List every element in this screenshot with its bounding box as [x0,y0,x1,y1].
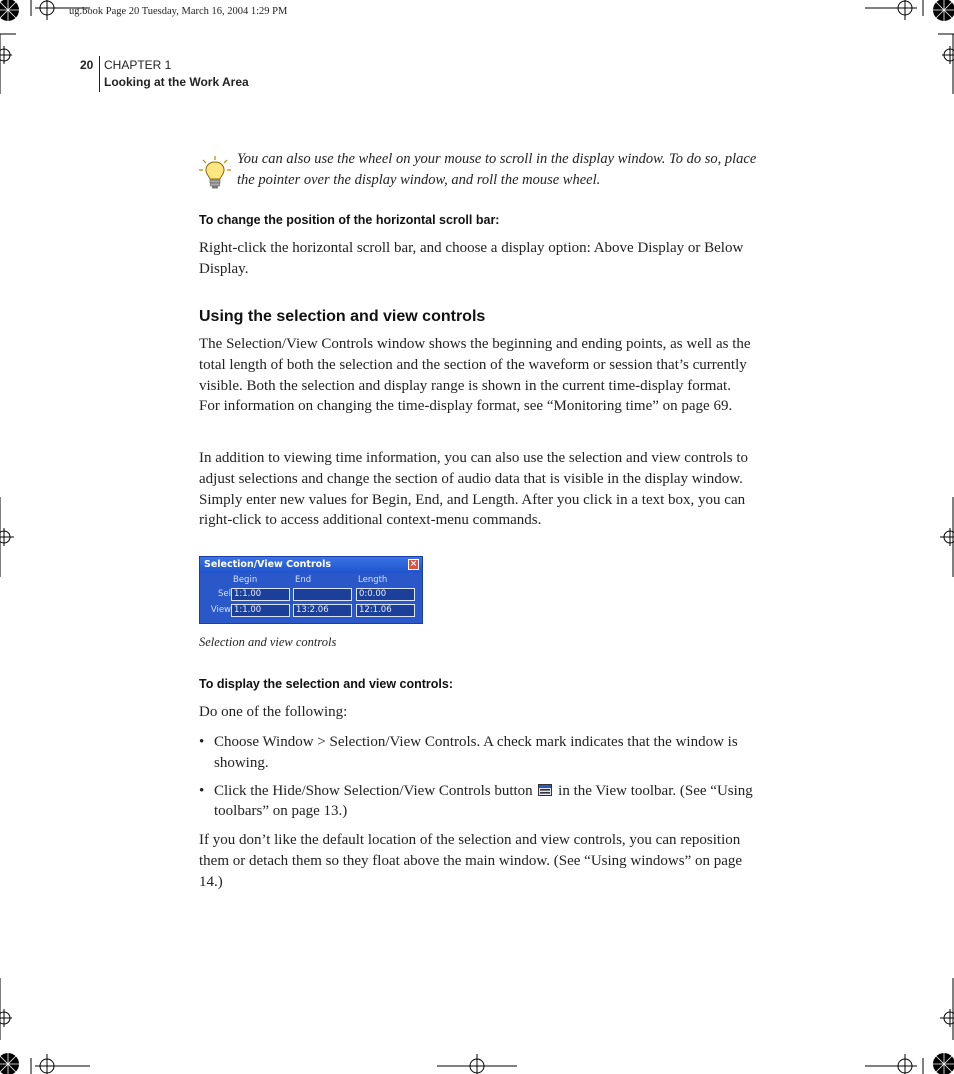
view-length-field[interactable]: 12:1.06 [356,604,415,617]
hide-show-selection-view-controls-icon [538,784,552,796]
list-item: • Choose Window > Selection/View Controls. A check mark indicates that the window is showing. [199,732,755,774]
scroll-bar-heading: To change the position of the horizontal scroll bar: [199,213,500,227]
column-header-length: Length [358,575,388,585]
row-label-sel: Sel [218,589,231,599]
view-end-field[interactable]: 13:2.06 [293,604,352,617]
page-number: 20 [80,58,94,72]
options-list [199,732,755,822]
display-heading: To display the selection and view controls: [199,677,453,691]
column-header-end: End [295,575,312,585]
print-slug: ug.book Page 20 Tuesday, March 16, 2004 1:29 PM [69,6,288,17]
display-intro: Do one of the following: [199,704,348,720]
row-label-view: View [210,605,231,615]
figure-caption: Selection and view controls [199,635,337,649]
section-heading: Using the selection and view controls [199,308,486,325]
column-header-begin: Begin [233,575,258,585]
section-paragraph-1: The Selection/View Controls window shows the beginning and ending points, as well as the total length of both the selection and the section of the waveform or session that’s currently visible. Both the selection and display range is shown in the current time-display format. For information on changing the time-display format, see “Monitoring time” on page 69. [199,336,751,415]
list-item: • Click the Hide/Show Selection/View Controls button in the View toolbar. (See “Using toolbars” on page 13.) [199,781,755,823]
window-title: Selection/View Controls [200,557,422,573]
view-begin-field[interactable]: 1:1.00 [231,604,290,617]
selection-view-controls-window [199,556,423,624]
closing-paragraph: If you don’t like the default location of the selection and view controls, you can reposition them or detach them so they float above the main window. (See “Using windows” on page 14.) [199,832,743,890]
sel-length-field[interactable]: 0:0.00 [356,588,415,601]
sel-begin-field[interactable]: 1:1.00 [231,588,290,601]
header-divider [99,56,100,92]
close-icon[interactable]: × [409,559,418,569]
sel-end-field[interactable] [293,588,352,601]
tip-text: You can also use the wheel on your mouse to scroll in the display window. To do so, place the pointer over the display window, and roll the mouse wheel. [237,151,757,188]
section-label: Looking at the Work Area [104,75,249,89]
lightbulb-icon [199,156,231,192]
scroll-bar-body: Right-click the horizontal scroll bar, and choose a display option: Above Display or Below Display. [199,240,744,277]
section-paragraph-2: In addition to viewing time information, you can also use the selection and view controls to adjust selections and change the section of audio data that is visible in the display window. Simply enter new values for Begin, End, and Length. After you click in a text box, you can right-click to access additional context-menu commands. [199,450,749,529]
chapter-label: CHAPTER 1 [104,58,172,72]
